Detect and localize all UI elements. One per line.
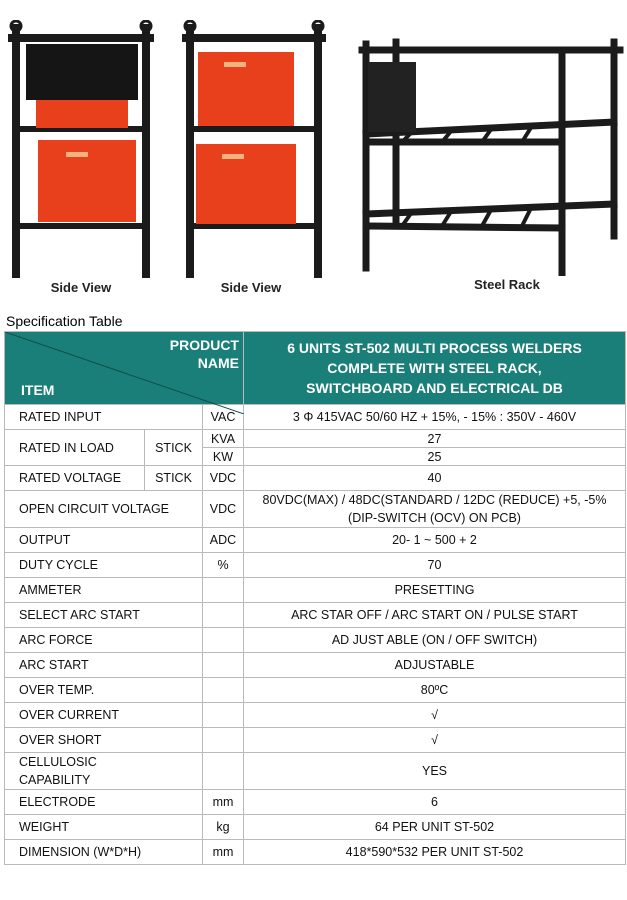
row-unit: mm (203, 840, 244, 865)
row-unit (203, 703, 244, 728)
header-product-title (244, 332, 626, 405)
row-label: RATED VOLTAGE (5, 466, 145, 491)
table-row (5, 528, 626, 553)
row-value: YES (244, 753, 626, 790)
row-unit (203, 578, 244, 603)
row-unit (203, 653, 244, 678)
row-unit: ADC (203, 528, 244, 553)
row-unit: kg (203, 815, 244, 840)
row-label: OVER SHORT (5, 728, 203, 753)
header-title-line: 6 UNITS ST-502 MULTI PROCESS WELDERS (287, 340, 582, 356)
row-value: 27 (244, 430, 626, 448)
row-unit (203, 728, 244, 753)
table-row (5, 703, 626, 728)
photo-caption-2: Side View (220, 280, 282, 295)
row-label: SELECT ARC START (5, 603, 203, 628)
row-value: 418*590*532 PER UNIT ST-502 (244, 840, 626, 865)
header-diagonal-cell (5, 332, 244, 405)
table-row (5, 728, 626, 753)
row-value-line: 80VDC(MAX) / 48DC(STANDARD / 12DC (REDUCE) +5, -5% (262, 493, 607, 507)
row-label: OVER CURRENT (5, 703, 203, 728)
row-value (244, 491, 626, 528)
row-label: AMMETER (5, 578, 203, 603)
row-value: ARC STAR OFF / ARC START ON / PULSE START (244, 603, 626, 628)
row-value: ADJUSTABLE (244, 653, 626, 678)
side-view-photo-2 (180, 20, 330, 282)
header-product-name-label (170, 336, 239, 372)
row-unit: KVA (203, 430, 244, 448)
side-view-photo-1 (6, 20, 156, 282)
row-unit: mm (203, 790, 244, 815)
row-unit: VAC (203, 405, 244, 430)
row-unit (203, 678, 244, 703)
table-row (5, 491, 626, 528)
row-sub-label: STICK (145, 430, 203, 466)
table-row (5, 466, 626, 491)
row-label (5, 753, 203, 790)
row-value-line: (DIP-SWITCH (OCV) ON PCB) (348, 511, 521, 525)
header-item-label: ITEM (21, 382, 55, 398)
row-label: RATED IN LOAD (5, 430, 145, 466)
row-value: 25 (244, 448, 626, 466)
row-label: OUTPUT (5, 528, 203, 553)
row-unit: VDC (203, 466, 244, 491)
row-unit (203, 603, 244, 628)
row-label: ELECTRODE (5, 790, 203, 815)
row-sub-label: STICK (145, 466, 203, 491)
row-label: OVER TEMP. (5, 678, 203, 703)
row-label-line: CAPABILITY (19, 773, 91, 787)
table-row (5, 678, 626, 703)
row-value: √ (244, 728, 626, 753)
row-label: RATED INPUT (5, 405, 203, 430)
row-value: AD JUST ABLE (ON / OFF SWITCH) (244, 628, 626, 653)
photo-caption-1: Side View (50, 280, 112, 295)
row-value: 20- 1 ~ 500 + 2 (244, 528, 626, 553)
row-value: √ (244, 703, 626, 728)
row-unit: VDC (203, 491, 244, 528)
steel-rack-photo (352, 36, 627, 276)
header-product-text: PRODUCT (169, 337, 239, 353)
row-label: ARC FORCE (5, 628, 203, 653)
table-row (5, 753, 626, 790)
table-row (5, 603, 626, 628)
table-row (5, 815, 626, 840)
spec-table (4, 331, 626, 865)
table-row (5, 790, 626, 815)
row-value: 40 (244, 466, 626, 491)
row-value: 80ºC (244, 678, 626, 703)
header-title-line: SWITCHBOARD AND ELECTRICAL DB (306, 380, 563, 396)
row-unit: % (203, 553, 244, 578)
header-name-text: NAME (197, 355, 239, 371)
row-value: 3 Φ 415VAC 50/60 HZ + 15%, - 15% : 350V - 460V (244, 405, 626, 430)
row-value: 70 (244, 553, 626, 578)
row-value: 64 PER UNIT ST-502 (244, 815, 626, 840)
table-row (5, 578, 626, 603)
table-row (5, 653, 626, 678)
table-row (5, 628, 626, 653)
row-unit (203, 628, 244, 653)
spec-table-title: Specification Table (6, 313, 123, 329)
row-unit: KW (203, 448, 244, 466)
row-label: OPEN CIRCUIT VOLTAGE (5, 491, 203, 528)
row-label: WEIGHT (5, 815, 203, 840)
row-label: DIMENSION (W*D*H) (5, 840, 203, 865)
spec-header-row (5, 332, 626, 405)
table-row (5, 553, 626, 578)
row-label-line: CELLULOSIC (19, 755, 97, 769)
row-label: ARC START (5, 653, 203, 678)
table-row (5, 430, 626, 448)
row-value: PRESETTING (244, 578, 626, 603)
photo-caption-3: Steel Rack (474, 277, 540, 292)
row-label: DUTY CYCLE (5, 553, 203, 578)
header-title-line: COMPLETE WITH STEEL RACK, (327, 360, 542, 376)
row-value: 6 (244, 790, 626, 815)
table-row (5, 840, 626, 865)
row-unit (203, 753, 244, 790)
